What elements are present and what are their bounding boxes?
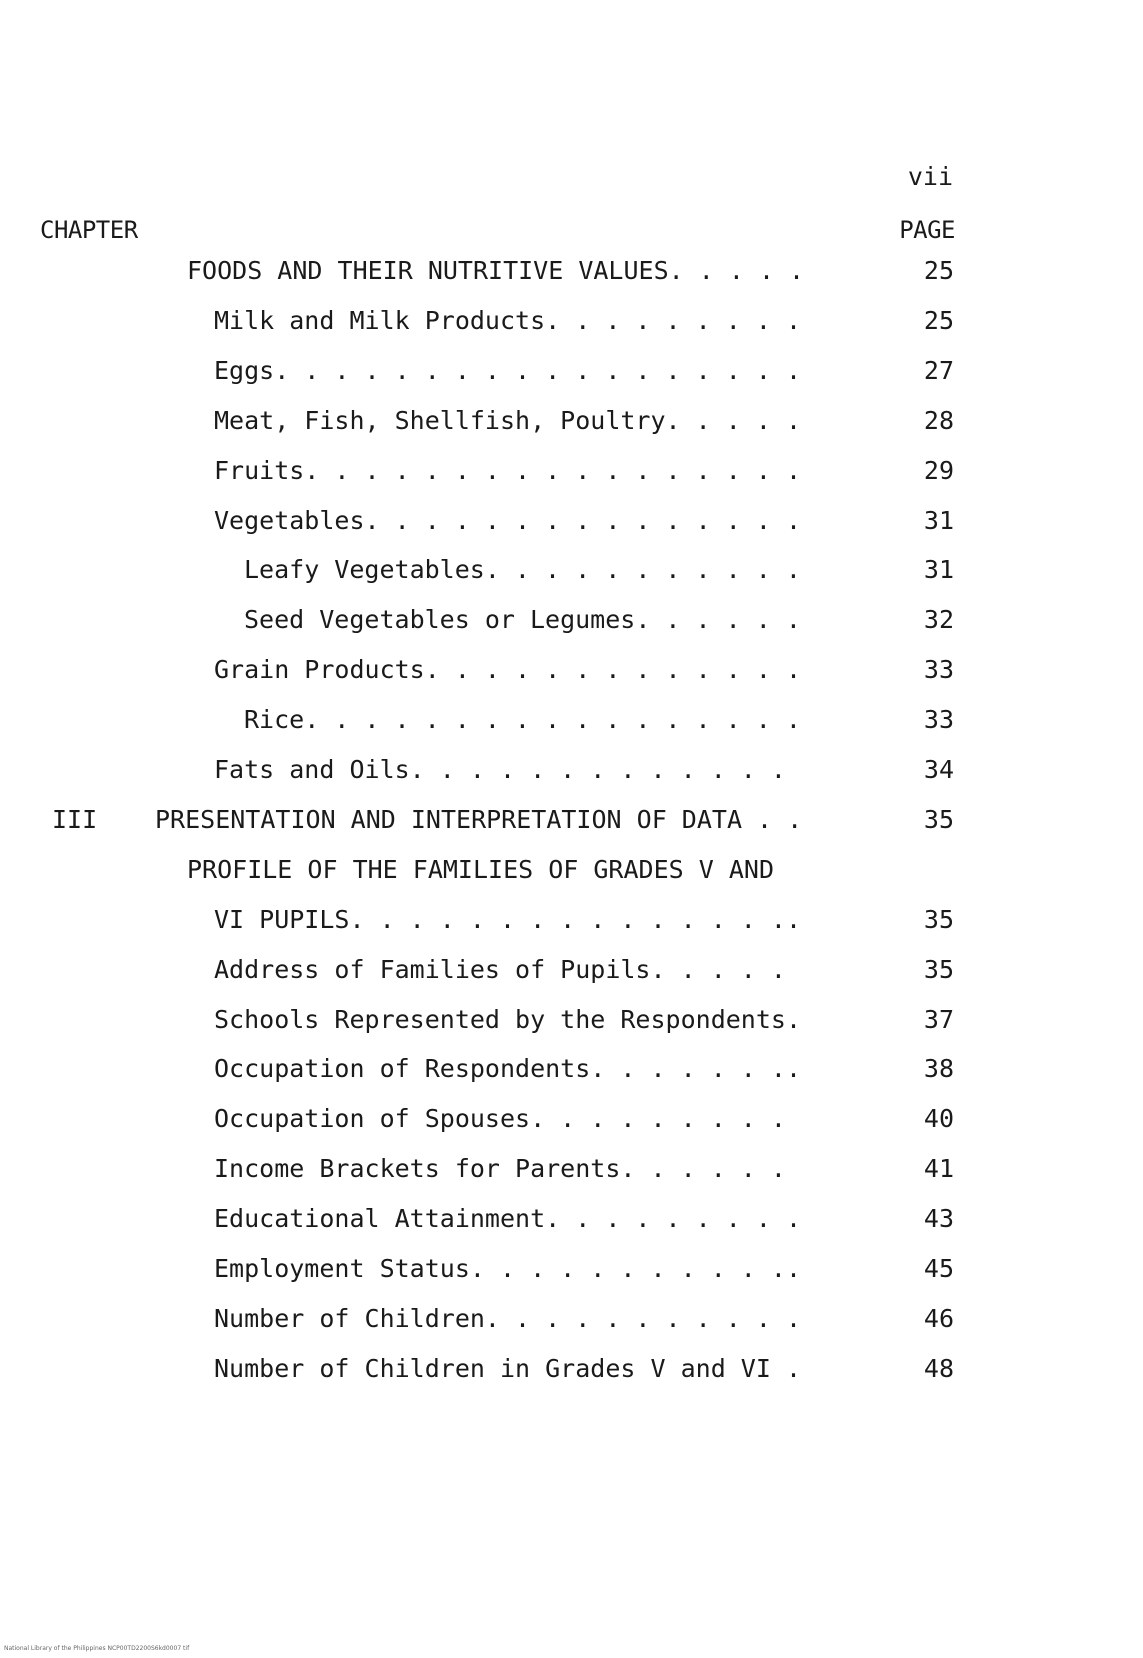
toc-entry-page: 37 bbox=[923, 1005, 954, 1034]
toc-entry-title: Number of Children in Grades V and VI . bbox=[214, 1354, 801, 1383]
chapter-number: III bbox=[52, 805, 98, 834]
toc-entry-page: 34 bbox=[923, 755, 954, 784]
toc-entry-title: Income Brackets for Parents. . . . . . bbox=[214, 1154, 786, 1183]
toc-entry-title: Schools Represented by the Respondents. bbox=[214, 1005, 801, 1034]
toc-entry-title: Fats and Oils. . . . . . . . . . . . . bbox=[214, 755, 786, 784]
toc-entry-page: 31 bbox=[923, 506, 954, 535]
toc-entry bbox=[0, 1154, 1143, 1188]
toc-entry-page: 35 bbox=[923, 955, 954, 984]
toc-entry-title: VI PUPILS. . . . . . . . . . . . . . .. bbox=[214, 905, 801, 934]
toc-entry-title: Occupation of Respondents. . . . . . .. bbox=[214, 1054, 801, 1083]
toc-entry-title: Occupation of Spouses. . . . . . . . . bbox=[214, 1104, 786, 1133]
toc-entry-page: 35 bbox=[923, 805, 954, 834]
toc-entry bbox=[0, 1005, 1143, 1039]
scan-footer: National Library of the Philippines NCP00TD2200S6kd0007 tif bbox=[4, 1645, 190, 1652]
toc-entry-page: 25 bbox=[923, 306, 954, 335]
chapter-header: CHAPTER bbox=[40, 216, 138, 244]
toc-entry-title: Leafy Vegetables. . . . . . . . . . . bbox=[244, 555, 801, 584]
toc-entry-page: 48 bbox=[923, 1354, 954, 1383]
toc-entry-page: 33 bbox=[923, 705, 954, 734]
toc-entry-page: 28 bbox=[923, 406, 954, 435]
toc-entry-title: Educational Attainment. . . . . . . . . bbox=[214, 1204, 801, 1233]
toc-entry bbox=[0, 456, 1143, 490]
toc-entry bbox=[0, 356, 1143, 390]
toc-entry-title: FOODS AND THEIR NUTRITIVE VALUES. . . . . bbox=[187, 256, 805, 285]
toc-entry-title: Eggs. . . . . . . . . . . . . . . . . . bbox=[214, 356, 801, 385]
page-number: vii bbox=[907, 162, 953, 191]
toc-entry-page: 35 bbox=[923, 905, 954, 934]
toc-entry-title: PRESENTATION AND INTERPRETATION OF DATA . . bbox=[155, 805, 803, 834]
toc-entry bbox=[0, 955, 1143, 989]
toc-entry-title: Fruits. . . . . . . . . . . . . . . . . bbox=[214, 456, 801, 485]
toc-entry bbox=[0, 1204, 1143, 1238]
toc-entry-page: 32 bbox=[923, 605, 954, 634]
toc-entry-page: 45 bbox=[923, 1254, 954, 1283]
toc-entry-title: Meat, Fish, Shellfish, Poultry. . . . . bbox=[214, 406, 801, 435]
toc-entry-title: Employment Status. . . . . . . . . . .. bbox=[214, 1254, 801, 1283]
toc-entry-page: 46 bbox=[923, 1304, 954, 1333]
toc-entry-page: 38 bbox=[923, 1054, 954, 1083]
toc-entry bbox=[0, 755, 1143, 789]
toc-entry-page: 33 bbox=[923, 655, 954, 684]
toc-entry-page: 31 bbox=[923, 555, 954, 584]
toc-entry-page: 27 bbox=[923, 356, 954, 385]
toc-entry bbox=[0, 555, 1143, 589]
toc-entry bbox=[0, 805, 1143, 839]
toc-entry-title: Number of Children. . . . . . . . . . . bbox=[214, 1304, 801, 1333]
toc-entry-title: Address of Families of Pupils. . . . . bbox=[214, 955, 786, 984]
toc-entry bbox=[0, 1104, 1143, 1138]
toc-entry bbox=[0, 605, 1143, 639]
toc-entry-title: Milk and Milk Products. . . . . . . . . bbox=[214, 306, 801, 335]
toc-entry bbox=[0, 306, 1143, 340]
toc-entry bbox=[0, 1254, 1143, 1288]
toc-entry-title: PROFILE OF THE FAMILIES OF GRADES V AND bbox=[187, 855, 774, 884]
toc-entry-title: Vegetables. . . . . . . . . . . . . . . bbox=[214, 506, 801, 535]
page-header: PAGE bbox=[899, 216, 955, 244]
toc-entry bbox=[0, 1054, 1143, 1088]
toc-entry bbox=[0, 705, 1143, 739]
toc-entry-title: Grain Products. . . . . . . . . . . . . bbox=[214, 655, 801, 684]
toc-entry bbox=[0, 905, 1143, 939]
toc-entry bbox=[0, 1354, 1143, 1388]
toc-entry-page: 43 bbox=[923, 1204, 954, 1233]
toc-entry bbox=[0, 506, 1143, 540]
toc-entry bbox=[0, 406, 1143, 440]
toc-entry bbox=[0, 1304, 1143, 1338]
toc-entry bbox=[0, 256, 1143, 290]
toc-entry-page: 29 bbox=[923, 456, 954, 485]
toc-entry bbox=[0, 855, 1143, 889]
toc-entry-page: 25 bbox=[923, 256, 954, 285]
toc-entry-title: Seed Vegetables or Legumes. . . . . . bbox=[244, 605, 801, 634]
toc-entry-page: 40 bbox=[923, 1104, 954, 1133]
toc-entry-title: Rice. . . . . . . . . . . . . . . . . bbox=[244, 705, 801, 734]
toc-entry bbox=[0, 655, 1143, 689]
toc-entry-page: 41 bbox=[923, 1154, 954, 1183]
